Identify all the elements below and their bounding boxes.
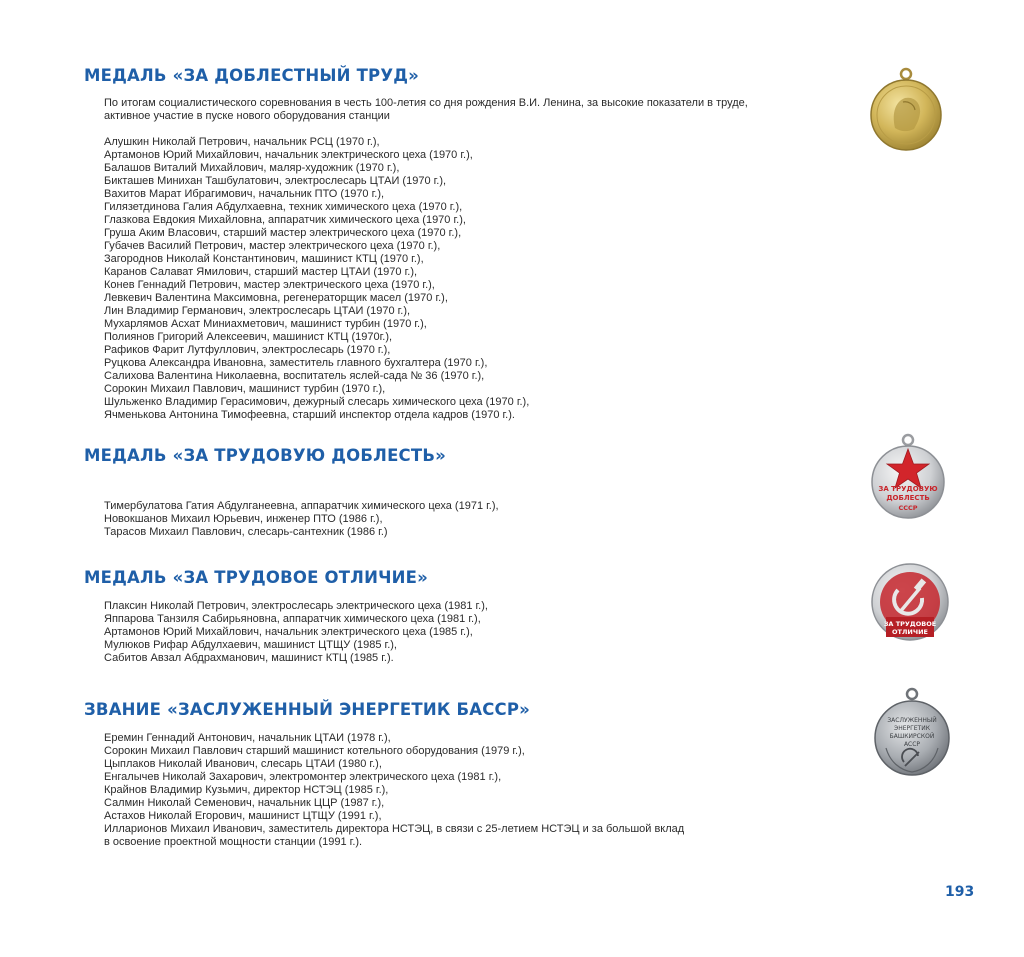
- list-item: Тарасов Михаил Павлович, слесарь-сантехник (1986 г.): [104, 526, 388, 538]
- medal-labour-valour-icon: [868, 433, 948, 521]
- section-title: МЕДАЛЬ «ЗА ДОБЛЕСТНЫЙ ТРУД»: [84, 66, 419, 85]
- section-body: [104, 500, 794, 539]
- medal-text: ЗА ТРУДОВУЮ: [878, 485, 938, 493]
- list-item: Глазкова Евдокия Михайловна, аппаратчик химического цеха (1970 г.),: [104, 214, 466, 226]
- list-item: Яппарова Танзиля Сабирьяновна, аппаратчик химического цеха (1981 г.),: [104, 613, 481, 625]
- medal-text: ЭНЕРГЕТИК: [894, 725, 930, 732]
- people-list: [104, 500, 794, 539]
- list-item: Салихова Валентина Николаевна, воспитатель яслей-сада № 36 (1970 г.),: [104, 370, 485, 382]
- section-title: ЗВАНИЕ «ЗАСЛУЖЕННЫЙ ЭНЕРГЕТИК БАССР»: [84, 700, 531, 719]
- list-item: Илларионов Михаил Иванович, заместитель директора НСТЭЦ, в связи с 25-летием НСТЭЦ и за большой вклад: [104, 823, 685, 835]
- list-item: Вахитов Марат Ибрагимович, начальник ПТО (1970 г.),: [104, 188, 385, 200]
- list-item: Сорокин Михаил Павлович старший машинист котельного оборудования (1979 г.),: [104, 745, 525, 757]
- list-item: Груша Аким Власович, старший мастер электрического цеха (1970 г.),: [104, 227, 462, 239]
- medal-text: БАШКИРСКОЙ: [889, 733, 935, 740]
- section-body: [104, 97, 794, 422]
- list-item: Левкевич Валентина Максимовна, регенераторщик масел (1970 г.),: [104, 292, 448, 304]
- medal-text: ОТЛИЧИЕ: [892, 628, 928, 636]
- medal-text: ДОБЛЕСТЬ: [886, 494, 930, 502]
- list-item: Конев Геннадий Петрович, мастер электрического цеха (1970 г.),: [104, 279, 435, 291]
- list-item: Енгалычев Николай Захарович, электромонтер электрического цеха (1981 г.),: [104, 771, 502, 783]
- page-number: 193: [945, 884, 975, 900]
- list-item: Рафиков Фарит Лутфуллович, электрослесарь (1970 г.),: [104, 344, 391, 356]
- list-item: Руцкова Александра Ивановна, заместитель главного бухгалтера (1970 г.),: [104, 357, 488, 369]
- people-list: [104, 136, 794, 422]
- list-item: Мухарлямов Асхат Миниахметович, машинист турбин (1970 г.),: [104, 318, 427, 330]
- list-item: Загороднов Николай Константинович, машинист КТЦ (1970 г.),: [104, 253, 424, 265]
- list-item: Артамонов Юрий Михайлович, начальник электрического цеха (1970 г.),: [104, 149, 473, 161]
- list-item: Гилязетдинова Галия Абдулхаевна, техник химического цеха (1970 г.),: [104, 201, 463, 213]
- list-item: Ячменькова Антонина Тимофеевна, старший инспектор отдела кадров (1970 г.).: [104, 409, 515, 421]
- list-item: Балашов Виталий Михайлович, маляр-художник (1970 г.),: [104, 162, 400, 174]
- section-body: [104, 732, 794, 849]
- list-item: Шульженко Владимир Герасимович, дежурный слесарь химического цеха (1970 г.),: [104, 396, 530, 408]
- section-body: [104, 600, 794, 665]
- list-item: Сорокин Михаил Павлович, машинист турбин (1970 г.),: [104, 383, 386, 395]
- list-item: Лин Владимир Германович, электрослесарь ЦТАИ (1970 г.),: [104, 305, 411, 317]
- list-item: Сабитов Авзал Абдрахманович, машинист КТЦ (1985 г.).: [104, 652, 394, 664]
- people-list: [104, 600, 794, 665]
- medal-text: СССР: [898, 504, 918, 512]
- people-list: [104, 732, 794, 849]
- list-item: Алушкин Николай Петрович, начальник РСЦ (1970 г.),: [104, 136, 380, 148]
- medal-text: АССР: [903, 741, 921, 748]
- list-item: Тимербулатова Гатия Абдулганеевна, аппаратчик химического цеха (1971 г.),: [104, 500, 499, 512]
- list-item: Цыплаков Николай Иванович, слесарь ЦТАИ (1980 г.),: [104, 758, 382, 770]
- list-item: Салмин Николай Семенович, начальник ЦЦР (1987 г.),: [104, 797, 385, 809]
- section-intro: По итогам социалистического соревнования в честь 100-летия со дня рождения В.И. Ленина, за высокие показатели в труде, активное участие в пуске нового оборудования станции: [104, 97, 748, 122]
- list-item: Астахов Николай Егорович, машинист ЦТЩУ (1991 г.),: [104, 810, 382, 822]
- medal-lenin-icon: [870, 66, 942, 154]
- list-item: Мулюков Рифар Абдулхаевич, машинист ЦТЩУ (1985 г.),: [104, 639, 397, 651]
- list-item: Плаксин Николай Петрович, электрослесарь электрического цеха (1981 г.),: [104, 600, 488, 612]
- list-item: Крайнов Владимир Кузьмич, директор НСТЭЦ (1985 г.),: [104, 784, 389, 796]
- list-item: Полиянов Григорий Алексеевич, машинист КТЦ (1970г.),: [104, 331, 393, 343]
- list-item: в освоение проектной мощности станции (1991 г.).: [104, 836, 363, 848]
- list-item: Еремин Геннадий Антонович, начальник ЦТАИ (1978 г.),: [104, 732, 391, 744]
- section-title: МЕДАЛЬ «ЗА ТРУДОВОЕ ОТЛИЧИЕ»: [84, 568, 428, 587]
- list-item: Губачев Василий Петрович, мастер электрического цеха (1970 г.),: [104, 240, 441, 252]
- list-item: Каранов Салават Ямилович, старший мастер ЦТАИ (1970 г.),: [104, 266, 418, 278]
- list-item: Артамонов Юрий Михайлович, начальник электрического цеха (1985 г.),: [104, 626, 473, 638]
- medal-text: ЗАСЛУЖЕННЫЙ: [887, 717, 937, 724]
- badge-honored-energetic-icon: [872, 686, 952, 782]
- list-item: Бикташев Минихан Ташбулатович, электрослесарь ЦТАИ (1970 г.),: [104, 175, 447, 187]
- medal-labour-distinction-icon: [870, 560, 950, 644]
- medal-text: ЗА ТРУДОВОЕ: [883, 620, 937, 628]
- section-title: МЕДАЛЬ «ЗА ТРУДОВУЮ ДОБЛЕСТЬ»: [84, 446, 446, 465]
- list-item: Новокшанов Михаил Юрьевич, инженер ПТО (1986 г.),: [104, 513, 383, 525]
